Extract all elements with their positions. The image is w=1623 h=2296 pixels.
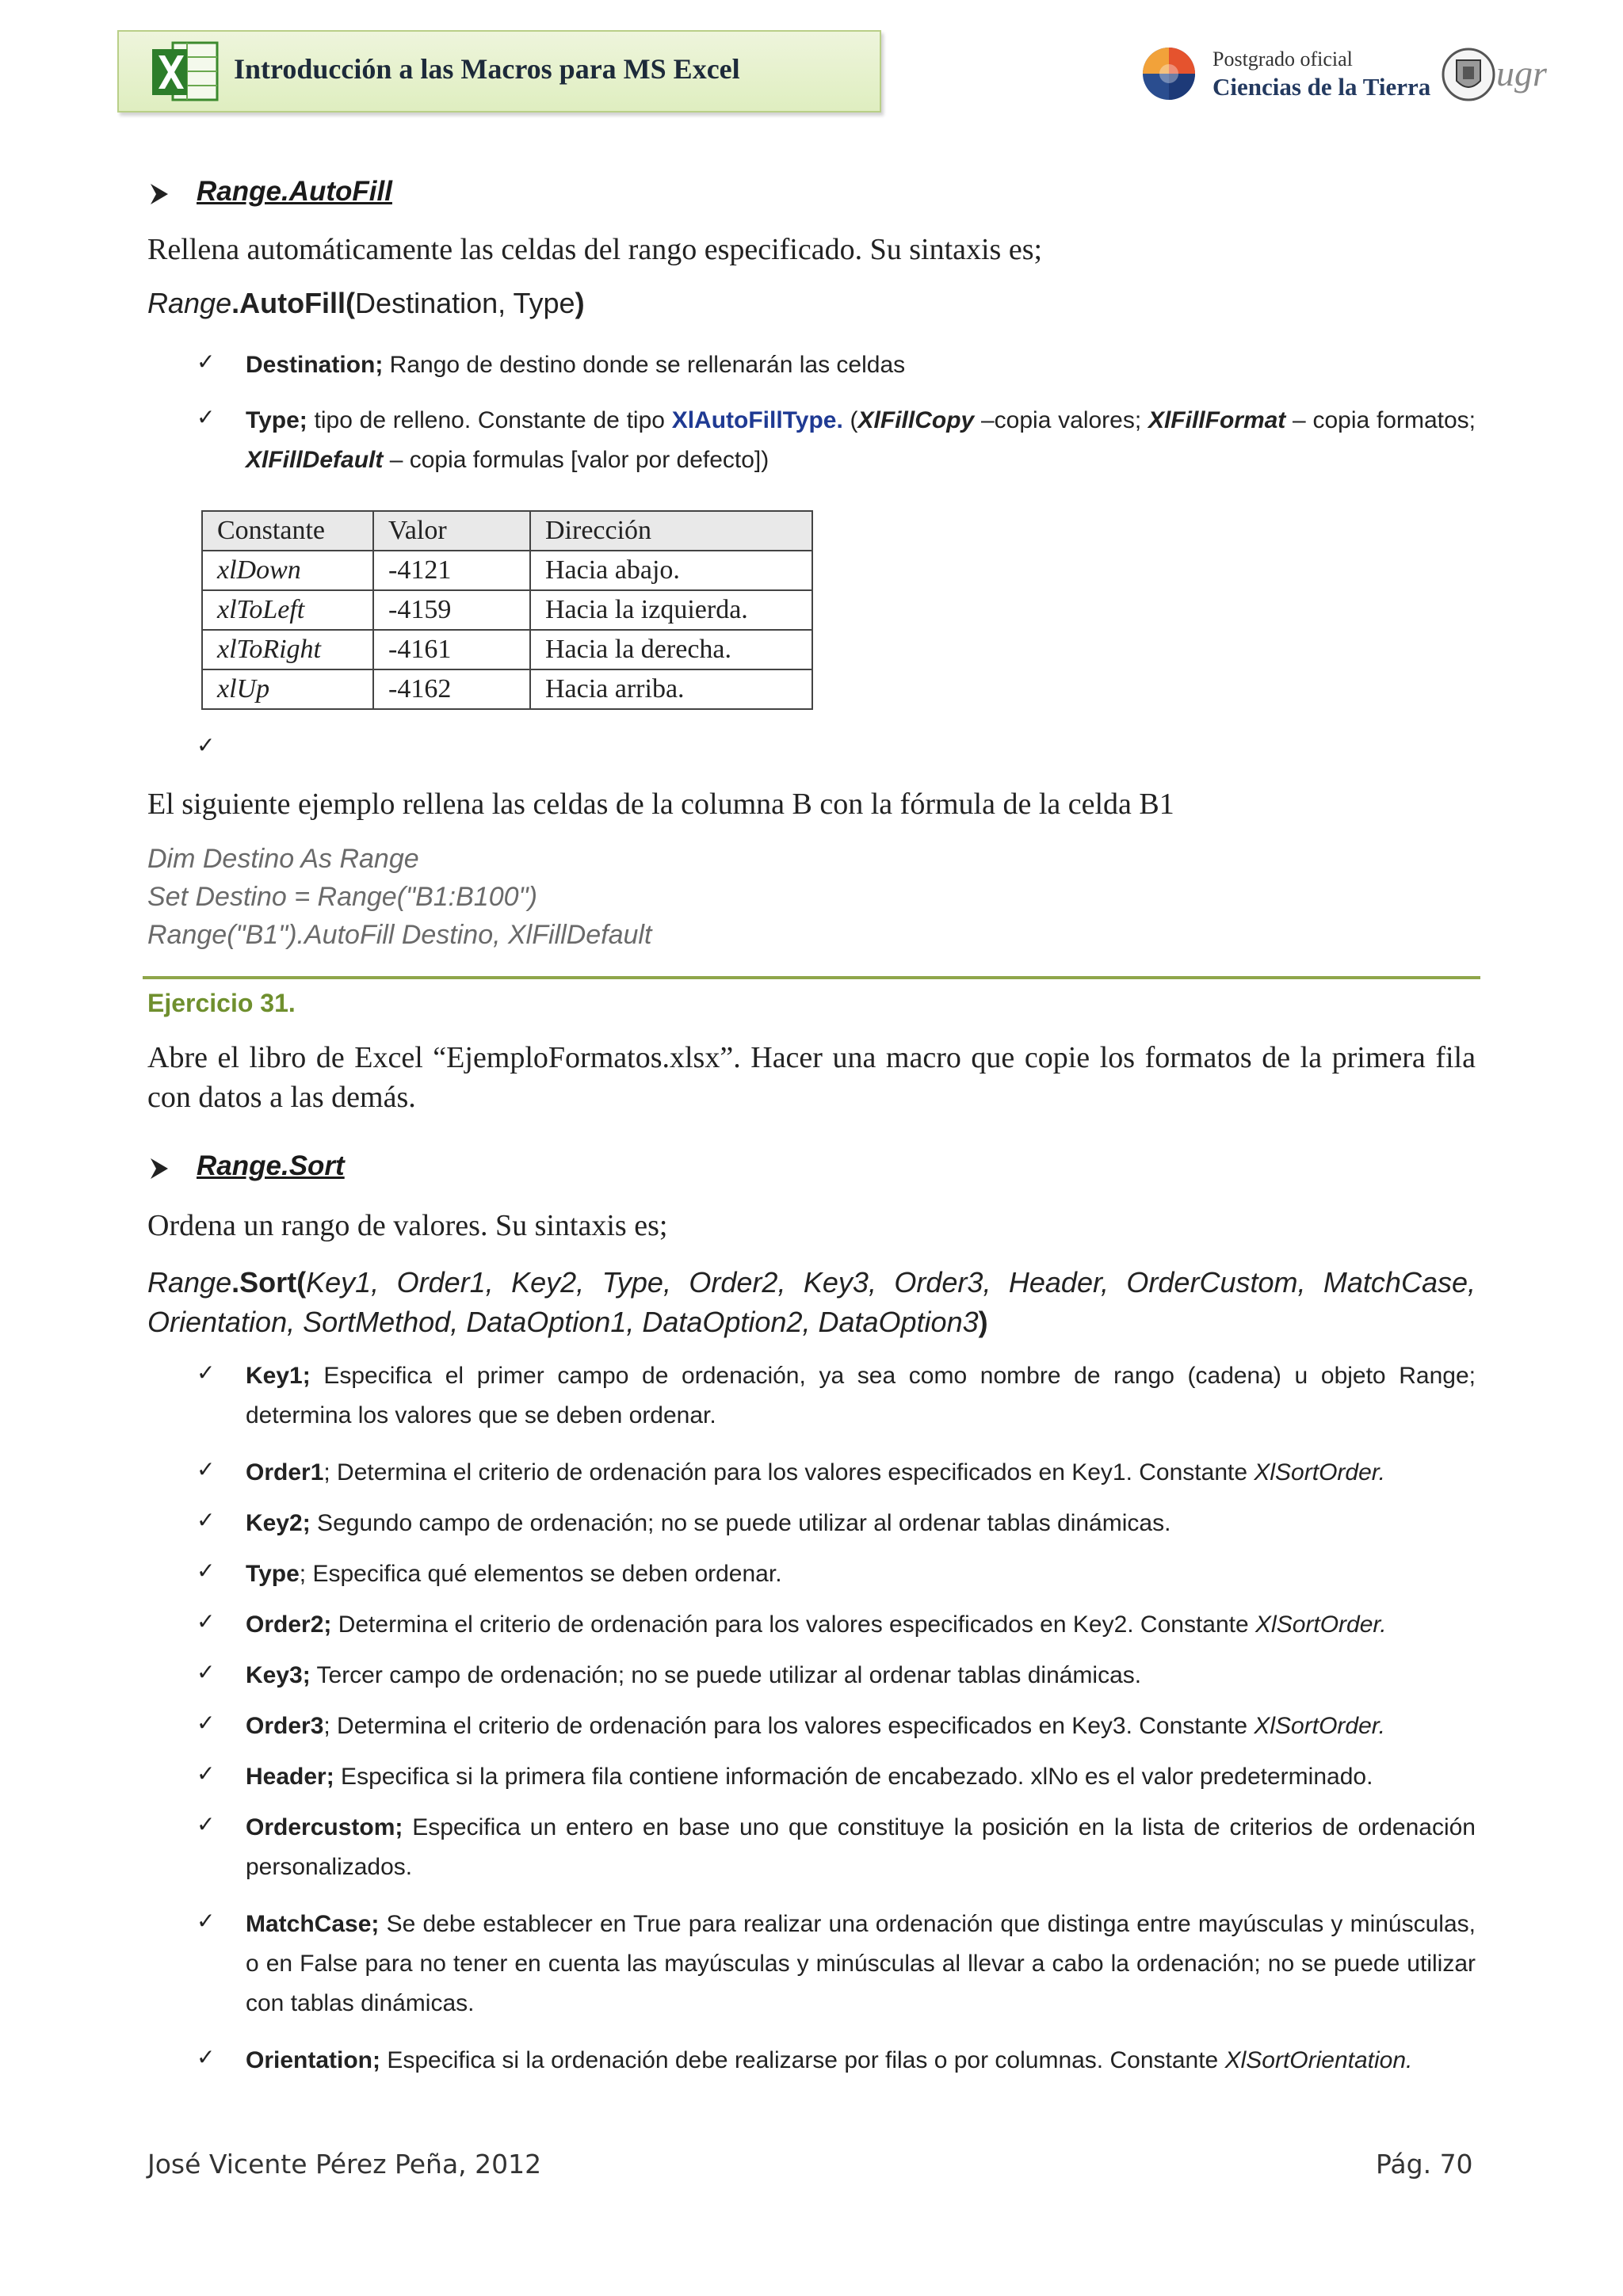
- table-cell: xlToLeft: [202, 590, 373, 630]
- check-icon: ✓: [197, 349, 216, 375]
- table-cell: xlUp: [202, 669, 373, 709]
- table-cell: Hacia la derecha.: [530, 630, 812, 669]
- table-cell: -4159: [373, 590, 530, 630]
- table-header: Constante: [202, 511, 373, 551]
- syntax-args: Destination, Type: [355, 287, 575, 319]
- section-divider: [143, 976, 1480, 979]
- globe-logo-icon: [1141, 46, 1197, 101]
- check-icon: ✓: [197, 1456, 216, 1482]
- check-icon: ✓: [197, 1811, 216, 1837]
- syntax-method: .AutoFill(: [231, 287, 356, 319]
- table-cell: -4121: [373, 551, 530, 590]
- code-line: Range("B1").AutoFill Destino, XlFillDefault: [147, 920, 652, 950]
- table-header-row: [202, 511, 812, 551]
- sort-param-item: Key1; Especifica el primer campo de ordenación, ya sea como nombre de rango (cadena) u objeto Range; determina los valores que se deben ordenar.: [246, 1363, 1476, 1428]
- constants-table: [201, 510, 813, 710]
- check-icon: ✓: [197, 1558, 216, 1584]
- exercise-label: Ejercicio 31.: [147, 989, 296, 1017]
- check-icon: ✓: [197, 1608, 216, 1634]
- syntax-close: ): [575, 287, 585, 319]
- logo-ugr: ugr: [1496, 53, 1547, 93]
- table-row: [202, 590, 812, 630]
- syntax-object: Range: [147, 287, 232, 319]
- autofill-description: Rellena automáticamente las celdas del rango especificado. Su sintaxis es;: [147, 233, 1043, 266]
- sort-param-item: Header; Especifica si la primera fila contiene información de encabezado. xlNo es el valor predeterminado.: [246, 1764, 1373, 1790]
- sort-param-item: Orientation; Especifica si la ordenación debe realizarse por filas o por columnas. Constante XlSortOrientation.: [246, 2047, 1413, 2073]
- logo-line1: Postgrado oficial: [1212, 48, 1353, 71]
- sort-param-item: Key3; Tercer campo de ordenación; no se puede utilizar al ordenar tablas dinámicas.: [246, 1662, 1142, 1688]
- check-icon: ✓: [197, 404, 216, 430]
- ugr-shield-icon: [1441, 44, 1496, 105]
- check-icon: ✓: [197, 1507, 216, 1533]
- logo-line2: Ciencias de la Tierra: [1212, 73, 1431, 101]
- check-icon: ✓: [197, 2044, 216, 2070]
- table-cell: xlToRight: [202, 630, 373, 669]
- table-cell: xlDown: [202, 551, 373, 590]
- header-banner: [117, 30, 881, 113]
- example-intro: El siguiente ejemplo rellena las celdas de la columna B con la fórmula de la celda B1: [147, 788, 1174, 821]
- sort-param-item: Order2; Determina el criterio de ordenación para los valores especificados en Key2. Constante XlSortOrder.: [246, 1611, 1387, 1638]
- autofill-syntax: [147, 284, 1476, 323]
- header-title: Introducción a las Macros para MS Excel: [234, 53, 740, 85]
- sort-param-item: MatchCase; Se debe establecer en True para realizar una ordenación que distinga entre mayúsculas y minúsculas, o en False para no tener en cuenta las mayúsculas y minúsculas al llevar a cabo la ordenación; no se puede utilizar con tablas dinámicas.: [246, 1911, 1476, 2016]
- sort-syntax: [147, 1263, 1476, 1342]
- code-line: Set Destino = Range("B1:B100"): [147, 882, 537, 912]
- arrow-bullet-icon: [149, 182, 170, 206]
- table-cell: -4161: [373, 630, 530, 669]
- param-type: Type; tipo de relleno. Constante de tipo XlAutoFillType. (XlFillCopy –copia valores; XlFillFormat – copia formatos; XlFillDefault – copia formulas [valor por defecto]): [246, 407, 1476, 473]
- arrow-bullet-icon: [149, 1157, 170, 1180]
- footer-author: José Vicente Pérez Peña, 2012: [147, 2149, 542, 2180]
- check-icon: ✓: [197, 1908, 216, 1934]
- sort-description: Ordena un rango de valores. Su sintaxis es;: [147, 1209, 668, 1242]
- excel-logo-icon: [151, 38, 220, 105]
- sort-param-item: Key2; Segundo campo de ordenación; no se puede utilizar al ordenar tablas dinámicas.: [246, 1510, 1171, 1536]
- sort-param-item: Ordercustom; Especifica un entero en base uno que constituye la posición en la lista de criterios de ordenación personalizados.: [246, 1814, 1476, 1880]
- check-icon: ✓: [197, 1710, 216, 1736]
- exercise-text: Abre el libro de Excel “EjemploFormatos.xlsx”. Hacer una macro que copie los formatos de la primera fila con datos a las demás.: [147, 1041, 1476, 1114]
- table-cell: Hacia arriba.: [530, 669, 812, 709]
- check-icon: ✓: [197, 732, 216, 758]
- check-icon: ✓: [197, 1760, 216, 1787]
- table-row: [202, 669, 812, 709]
- syntax-method: .Sort(: [231, 1266, 307, 1299]
- sort-param-item: Order1; Determina el criterio de ordenación para los valores especificados en Key1. Constante XlSortOrder.: [246, 1459, 1385, 1486]
- syntax-close: ): [978, 1306, 988, 1338]
- check-icon: ✓: [197, 1360, 216, 1386]
- table-header: Dirección: [530, 511, 812, 551]
- syntax-object: Range: [147, 1266, 232, 1299]
- autofill-heading: Range.AutoFill: [197, 176, 392, 207]
- table-header: Valor: [373, 511, 530, 551]
- table-cell: Hacia la izquierda.: [530, 590, 812, 630]
- sort-param-item: Type; Especifica qué elementos se deben ordenar.: [246, 1561, 782, 1587]
- check-icon: ✓: [197, 1659, 216, 1685]
- table-row: [202, 630, 812, 669]
- table-cell: Hacia abajo.: [530, 551, 812, 590]
- footer-page-number: Pág. 70: [1376, 2149, 1473, 2180]
- syntax-args: Key1, Order1, Key2, Type, Order2, Key3, Order3, Header, OrderCustom, MatchCase, Orientation, SortMethod, DataOption1, DataOption2, DataOption3: [147, 1266, 1476, 1338]
- code-line: Dim Destino As Range: [147, 844, 419, 874]
- table-row: [202, 551, 812, 590]
- param-destination: Destination; Rango de destino donde se rellenarán las celdas: [246, 352, 906, 378]
- sort-heading: Range.Sort: [197, 1150, 345, 1181]
- table-cell: -4162: [373, 669, 530, 709]
- university-logo: [1141, 41, 1553, 113]
- sort-param-item: Order3; Determina el criterio de ordenación para los valores especificados en Key3. Constante XlSortOrder.: [246, 1713, 1385, 1739]
